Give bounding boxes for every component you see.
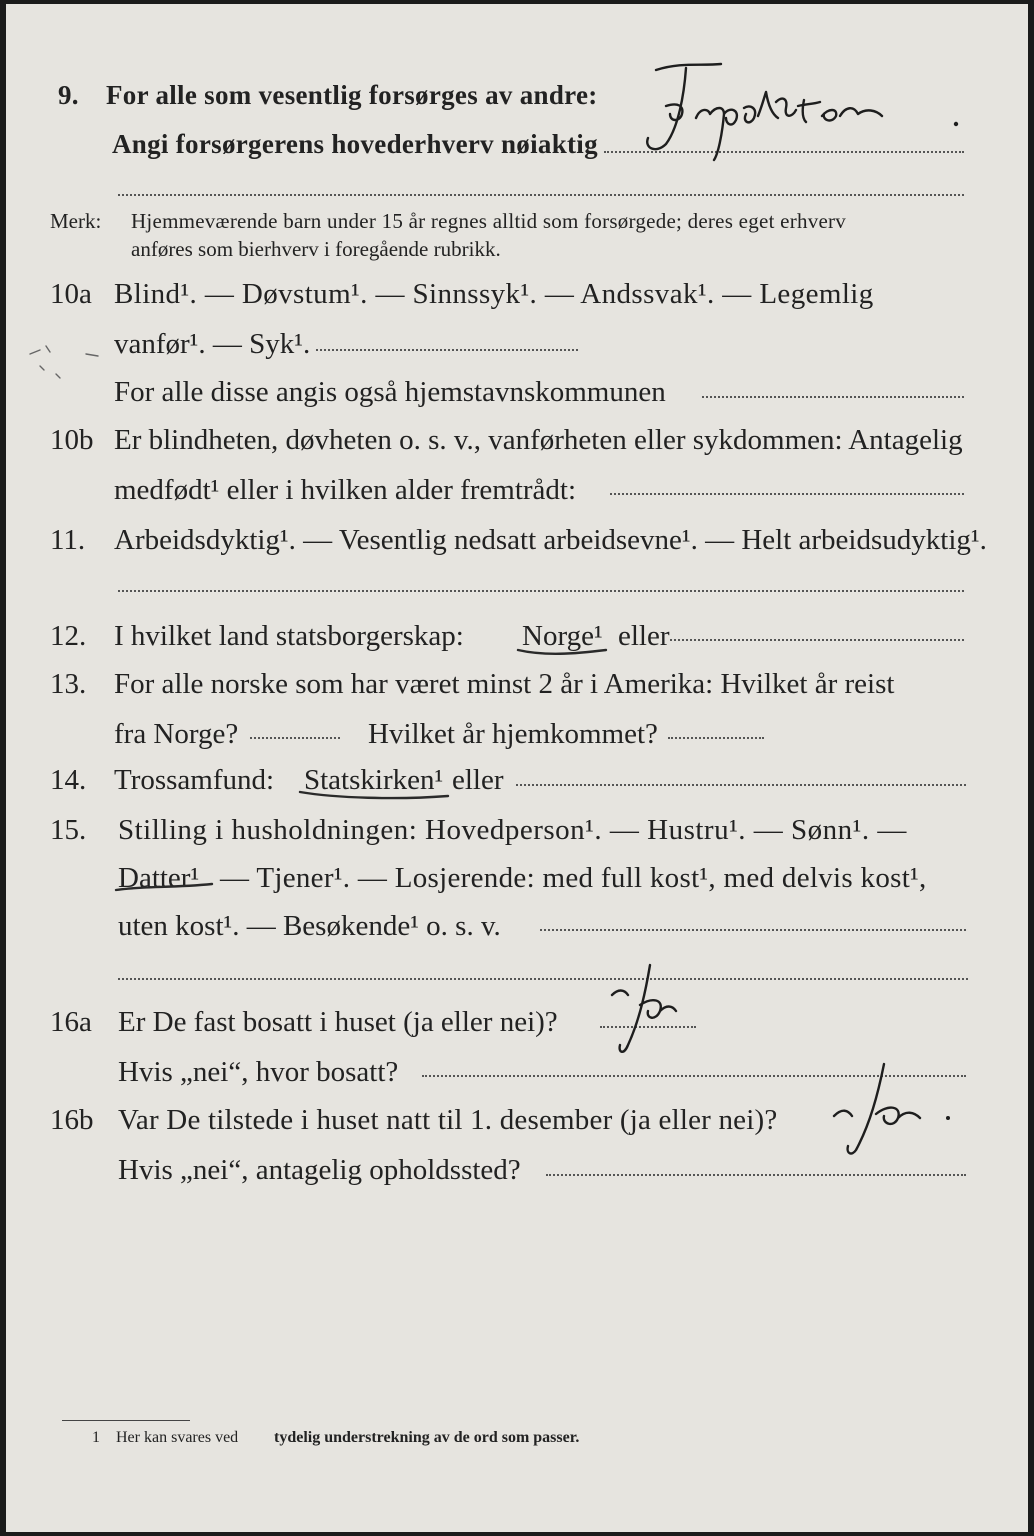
q16b-handwritten-answer <box>826 1054 966 1164</box>
q14-line1: Trossamfund: <box>114 764 275 796</box>
q12-norge: Norge¹ <box>522 620 603 652</box>
q14-statskirken: Statskirken¹ <box>304 764 444 796</box>
q13-line2b: Hvilket år hjemkommet? <box>368 718 658 750</box>
statskirken-underline <box>296 788 456 808</box>
norge-underline <box>514 644 614 664</box>
q16b-opholdssted-line <box>546 1174 966 1176</box>
q10b-number: 10b <box>50 424 94 456</box>
q10a-line3: For alle disse angis også hjemstavnskommunen <box>114 376 666 408</box>
census-form-page <box>6 4 1028 1532</box>
q10a-line2: vanfør¹. — Syk¹. <box>114 328 311 360</box>
q16a-number: 16a <box>50 1006 92 1038</box>
q14-eller: eller <box>452 764 504 796</box>
q10b-line2: medfødt¹ eller i hvilken alder fremtrådt: <box>114 474 577 506</box>
q15-line3: uten kost¹. — Besøkende¹ o. s. v. <box>118 910 501 942</box>
q11-number: 11. <box>50 524 86 556</box>
q15-extra-line <box>118 978 968 980</box>
q12-number: 12. <box>50 620 87 652</box>
q12-answer-line <box>670 639 964 641</box>
q15-number: 15. <box>50 814 87 846</box>
q10a-answer-line <box>316 349 578 351</box>
q13-reist-line <box>250 737 340 739</box>
q13-line1: For alle norske som har været minst 2 år i Amerika: Hvilket år reist <box>114 668 895 700</box>
q10b-line1: Er blindheten, døvheten o. s. v., vanførheten eller sykdommen: Antagelig <box>114 424 963 456</box>
footnote-rule <box>62 1420 190 1421</box>
q13-line2a: fra Norge? <box>114 718 239 750</box>
datter-underline <box>112 880 222 902</box>
q10a-number: 10a <box>50 278 92 310</box>
q9-handwritten-answer <box>626 56 976 161</box>
footnote-text: Her kan svares ved <box>116 1429 239 1446</box>
q12-eller: eller <box>618 620 670 652</box>
q10a-line1: Blind¹. — Døvstum¹. — Sinnssyk¹. — Andssvak¹. — Legemlig <box>114 278 874 310</box>
q14-answer-line <box>516 784 966 786</box>
q13-hjemkommet-line <box>668 737 764 739</box>
q16b-line1: Var De tilstede i huset natt til 1. desember (ja eller nei)? <box>118 1104 778 1136</box>
q10b-answer-line <box>610 493 964 495</box>
footnote-mark: 1 <box>92 1429 100 1446</box>
q15-datter: Datter¹ <box>118 862 200 894</box>
q9-extra-line <box>118 194 964 196</box>
q11-extra-line <box>118 590 964 592</box>
q15-line2: — Tjener¹. — Losjerende: med full kost¹, med delvis kost¹, <box>220 862 927 894</box>
q9-line2: Angi forsørgerens hovederhverv nøiaktig <box>112 129 598 159</box>
q16b-number: 16b <box>50 1104 94 1136</box>
q9-line1: For alle som vesentlig forsørges av andre: <box>106 80 598 110</box>
q15-line1: Stilling i husholdningen: Hovedperson¹. — Hustru¹. — Sønn¹. — <box>118 814 907 846</box>
footnote-bold-text: tydelig understrekning av de ord som passer. <box>274 1429 580 1446</box>
q11-line1: Arbeidsdyktig¹. — Vesentlig nedsatt arbeidsevne¹. — Helt arbeidsudyktig¹. <box>114 524 987 556</box>
q14-number: 14. <box>50 764 87 796</box>
ink-smudge-marks <box>26 334 116 384</box>
q16a-line1: Er De fast bosatt i huset (ja eller nei)? <box>118 1006 558 1038</box>
q9-number: 9. <box>58 80 79 110</box>
q10a-kommune-line <box>702 396 964 398</box>
merk-line1: Hjemmeværende barn under 15 år regnes alltid som forsørgede; deres eget erhverv <box>131 209 847 233</box>
q16a-handwritten-answer <box>606 959 706 1059</box>
q15-answer-line <box>540 929 966 931</box>
q16a-line2: Hvis „nei“, hvor bosatt? <box>118 1056 399 1088</box>
merk-label: Merk: <box>50 209 102 233</box>
q12-line1: I hvilket land statsborgerskap: <box>114 620 464 652</box>
q16b-line2: Hvis „nei“, antagelig opholdssted? <box>118 1154 521 1186</box>
q13-number: 13. <box>50 668 87 700</box>
merk-line2: anføres som bierhverv i foregående rubrikk. <box>131 237 501 261</box>
